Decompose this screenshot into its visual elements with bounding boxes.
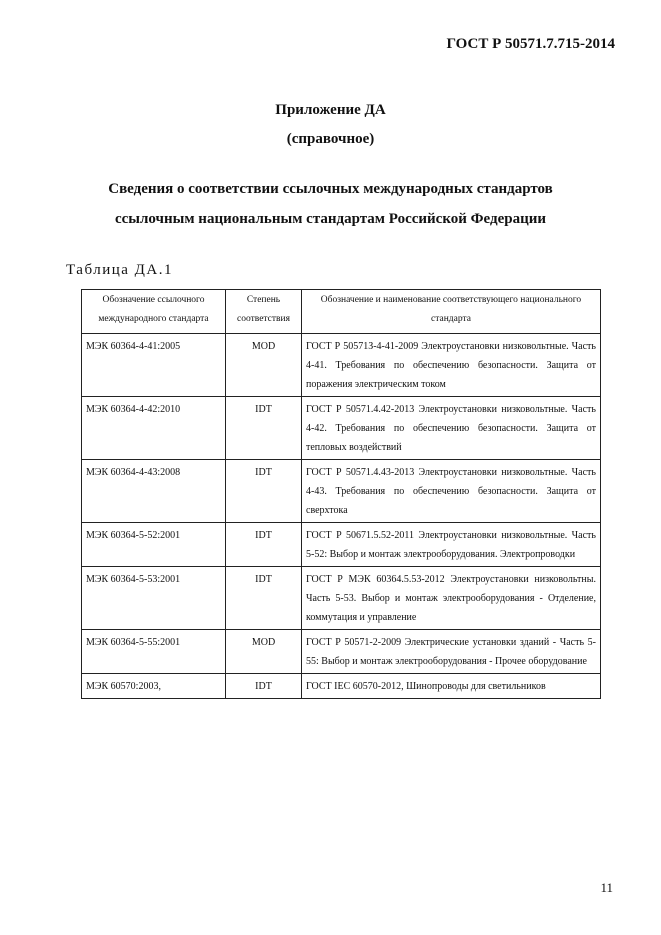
table-row [82,567,601,630]
international-standard-cell: МЭК 60364-5-55:2001 [82,630,226,674]
international-standard-cell: МЭК 60364-4-41:2005 [82,334,226,397]
international-standard-cell: МЭК 60364-5-52:2001 [82,523,226,567]
table-row [82,674,601,699]
international-standard-cell: МЭК 60364-5-53:2001 [82,567,226,630]
international-standard-cell: МЭК 60364-4-43:2008 [82,460,226,523]
document-code: ГОСТ Р 50571.7.715-2014 [446,36,615,52]
annex-subtitle: (справочное) [286,131,375,147]
page-number: 11 [600,880,613,895]
national-standard-cell: ГОСТ Р МЭК 60364.5.53-2012 Электроустановки низковольтны. Часть 5-53. Выбор и монтаж электрооборудования - Отделение, коммутация и управление [302,567,601,630]
degree-cell: MOD [226,334,302,397]
national-standard-cell: ГОСТ IEC 60570-2012, Шинопроводы для светильников [302,674,601,699]
annex-heading-line-2: ссылочным национальным стандартам Российской Федерации [114,211,547,227]
header-degree-of-conformity: Степень соответствия [226,290,302,334]
table-row [82,397,601,460]
degree-cell: IDT [226,397,302,460]
national-standard-cell: ГОСТ Р 50571З-4-41-2009 Электроустановки низковольтные. Часть 4-41. Требования по обеспечению безопасности. Защита от поражения электрическим током [302,334,601,397]
table-row [82,523,601,567]
annex-title: Приложение ДА [275,102,386,118]
standards-table [81,289,601,699]
national-standard-cell: ГОСТ Р 50571.4.42-2013 Электроустановки низковольтные. Часть 4-42. Требования по обеспечению безопасности. Защита от тепловых воздействий [302,397,601,460]
national-standard-cell: ГОСТ Р 50671.5.52-2011 Электроустановки низковольтные. Часть 5-52: Выбор и монтаж электрооборудования. Электропроводки [302,523,601,567]
international-standard-cell: МЭК 60364-4-42:2010 [82,397,226,460]
degree-cell: IDT [226,674,302,699]
degree-cell: MOD [226,630,302,674]
table-row [82,460,601,523]
national-standard-cell: ГОСТ Р 50571-2-2009 Электрические установки зданий - Часть 5-55: Выбор и монтаж электрооборудования - Прочее оборудование [302,630,601,674]
degree-cell: IDT [226,523,302,567]
table-row [82,630,601,674]
degree-cell: IDT [226,567,302,630]
national-standard-cell: ГОСТ Р 50571.4.43-2013 Электроустановки низковольтные. Часть 4-43. Требования по обеспечению безопасности. Защита от сверхтока [302,460,601,523]
header-national-standard: Обозначение и наименование соответствующего национального стандарта [302,290,601,334]
degree-cell: IDT [226,460,302,523]
table-row [82,334,601,397]
annex-heading-line-1: Сведения о соответствии ссылочных международных стандартов [108,181,553,197]
table-caption: Таблица ДА.1 [66,262,173,278]
table-header-row [82,290,601,334]
header-international-standard: Обозначение ссылочного международного стандарта [82,290,226,334]
international-standard-cell: МЭК 60570:2003, [82,674,226,699]
